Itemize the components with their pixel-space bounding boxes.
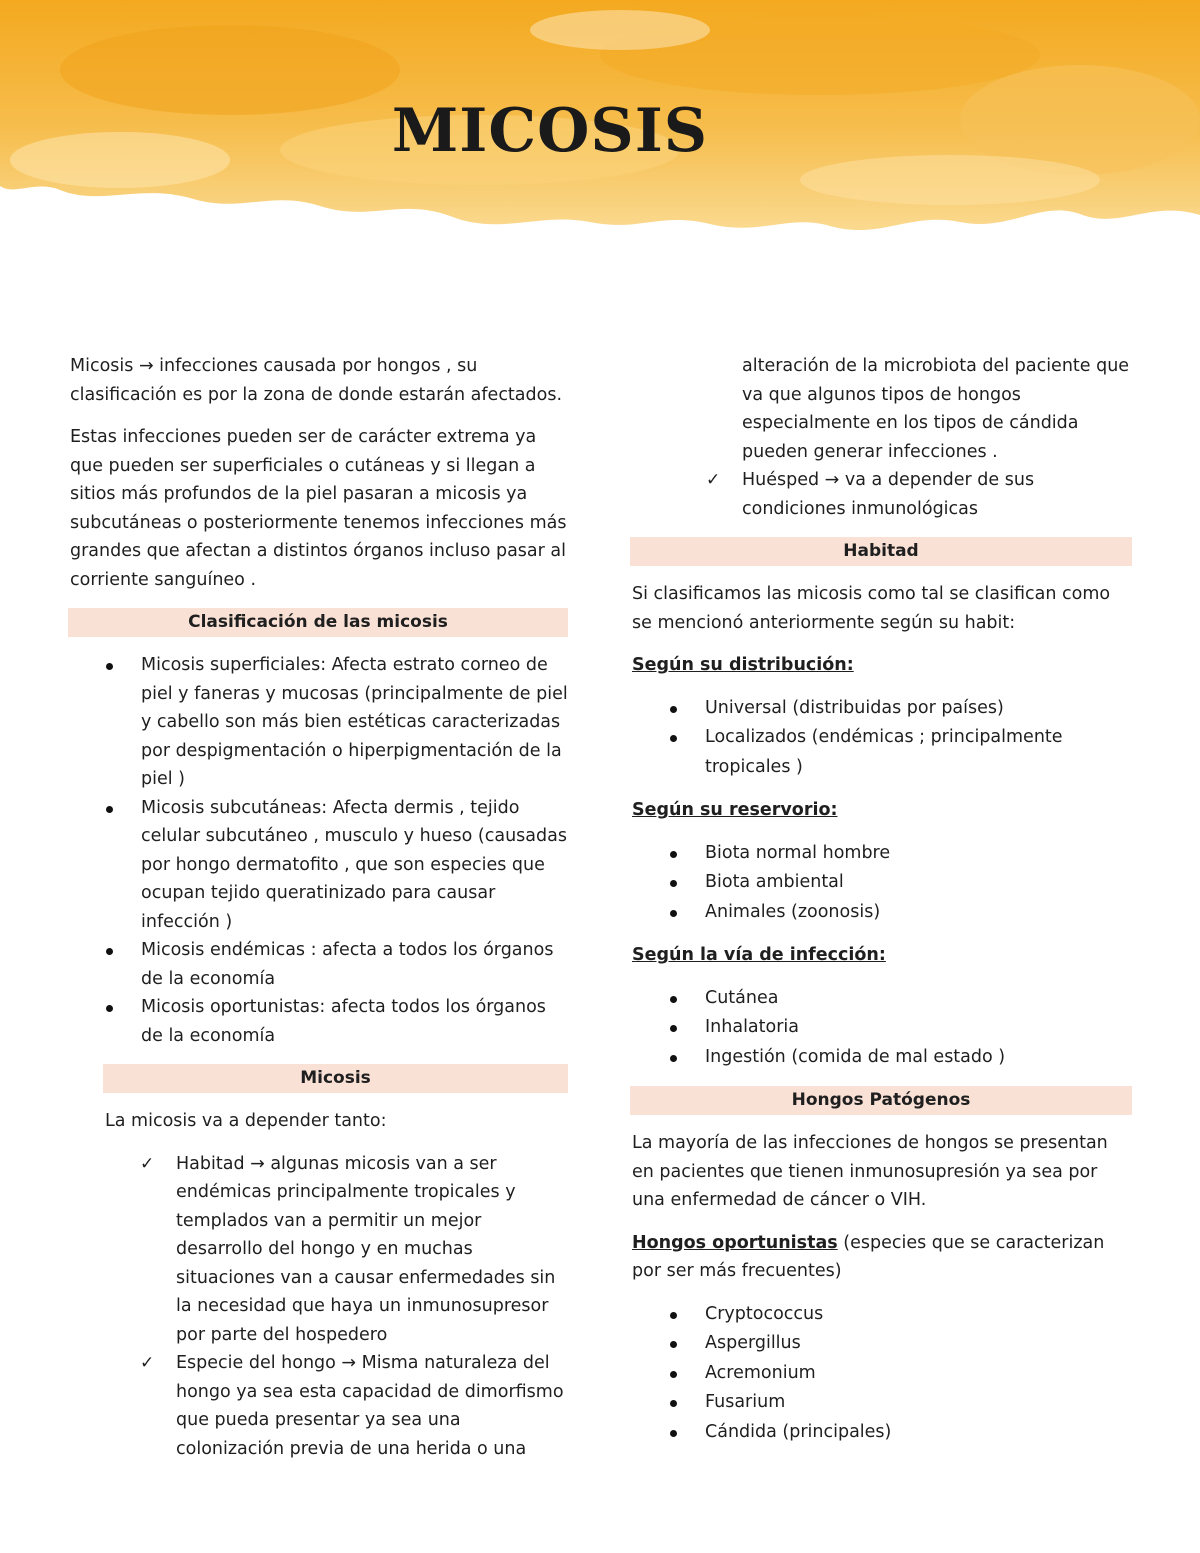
list-item: Micosis subcutáneas: Afecta dermis , tejido celular subcutáneo , musculo y hueso (causadas por hongo dermatofito , que son especies que ocupan tejido queratinizado para causar infección ) [70,794,570,937]
right-column [632,352,1134,1447]
classification-list [70,651,570,1050]
list-item [632,466,1134,523]
list-item: Acremonium [632,1359,1134,1389]
list-item: Cryptococcus [632,1300,1134,1330]
depends-intro: La micosis va a depender tanto: [105,1111,387,1131]
list-item: Universal (distribuidas por países) [632,694,1134,724]
route-list [632,984,1134,1073]
list-item: Ingestión (comida de mal estado ) [632,1043,1134,1073]
opportunists-description: (especies que se caracterizan por ser más frecuentes) [632,1232,1105,1281]
left-column [70,352,570,1463]
list-item: Animales (zoonosis) [632,898,1134,928]
distribution-list [632,694,1134,783]
check-icon: ✓ [706,470,721,490]
section-heading-classification: Clasificación de las micosis [68,608,568,637]
factors-list-continued [632,466,1134,523]
section-heading-micosis: Micosis [103,1064,568,1093]
list-item-text: Habitad → algunas micosis van a ser endémicas principalmente tropicales y templados van a permitir un mejor desarrollo del hongo y en muchas situaciones van a causar enfermedades sin la necesidad que haya un inmunosupresor por parte del hospedero [176,1153,556,1345]
opportunists-paragraph [632,1229,1134,1286]
habitad-paragraph: Si clasificamos las micosis como tal se clasifican como se mencionó anteriormente según su habit: [632,584,1111,633]
list-item: Aspergillus [632,1329,1134,1359]
list-item [70,1349,570,1463]
page-title: MICOSIS [391,96,709,166]
list-item-text: Huésped → va a depender de sus condiciones inmunológicas [742,470,1035,519]
list-item-text: Especie del hongo → Misma naturaleza del hongo ya sea esta capacidad de dimorfismo que pueda presentar ya sea una colonización previa de una herida o una [176,1353,564,1459]
list-item: Fusarium [632,1388,1134,1418]
reservoir-list [632,839,1134,928]
list-item: Biota ambiental [632,868,1134,898]
check-icon: ✓ [140,1153,155,1174]
list-item: Cutánea [632,984,1134,1014]
check-icon: ✓ [140,1353,155,1373]
factors-list [70,1150,570,1464]
list-item: Localizados (endémicas ; principalmente tropicales ) [632,723,1134,782]
continued-text: alteración de la microbiota del paciente que va que algunos tipos de hongos especialmente en los tipos de cándida pueden generar infecciones . [742,356,1130,462]
distribution-heading: Según su distribución: [632,655,854,675]
section-heading-habitad: Habitad [630,537,1132,566]
list-item: Micosis endémicas : afecta a todos los órganos de la economía [70,936,570,993]
list-item: Cándida (principales) [632,1418,1134,1448]
opportunists-list [632,1300,1134,1448]
list-item: Inhalatoria [632,1013,1134,1043]
intro-paragraph-2: Estas infecciones pueden ser de carácter extrema ya que pueden ser superficiales o cutáneas y si llegan a sitios más profundos de la piel pasaran a micosis ya subcutáneas o posteriormente tenemos infecciones más grandes que afectan a distintos órganos incluso pasar al corriente sanguíneo . [70,427,567,590]
intro-paragraph: Micosis → infecciones causada por hongos , su clasificación es por la zona de donde estarán afectados. [70,356,563,405]
list-item: Micosis oportunistas: afecta todos los órganos de la economía [70,993,570,1050]
route-heading: Según la vía de infección: [632,945,886,965]
opportunists-heading: Hongos oportunistas [632,1232,838,1253]
list-item: Micosis superficiales: Afecta estrato corneo de piel y faneras y mucosas (principalmente de piel y cabello son más bien estéticas caracterizadas por despigmentación o hiperpigmentación de la piel ) [70,651,570,794]
list-item [70,1150,570,1350]
pathogens-paragraph: La mayoría de las infecciones de hongos se presentan en pacientes que tienen inmunosupresión ya sea por una enfermedad de cáncer o VIH. [632,1133,1108,1210]
list-item: Biota normal hombre [632,839,1134,869]
reservoir-heading: Según su reservorio: [632,800,838,820]
section-heading-pathogens: Hongos Patógenos [630,1086,1132,1115]
